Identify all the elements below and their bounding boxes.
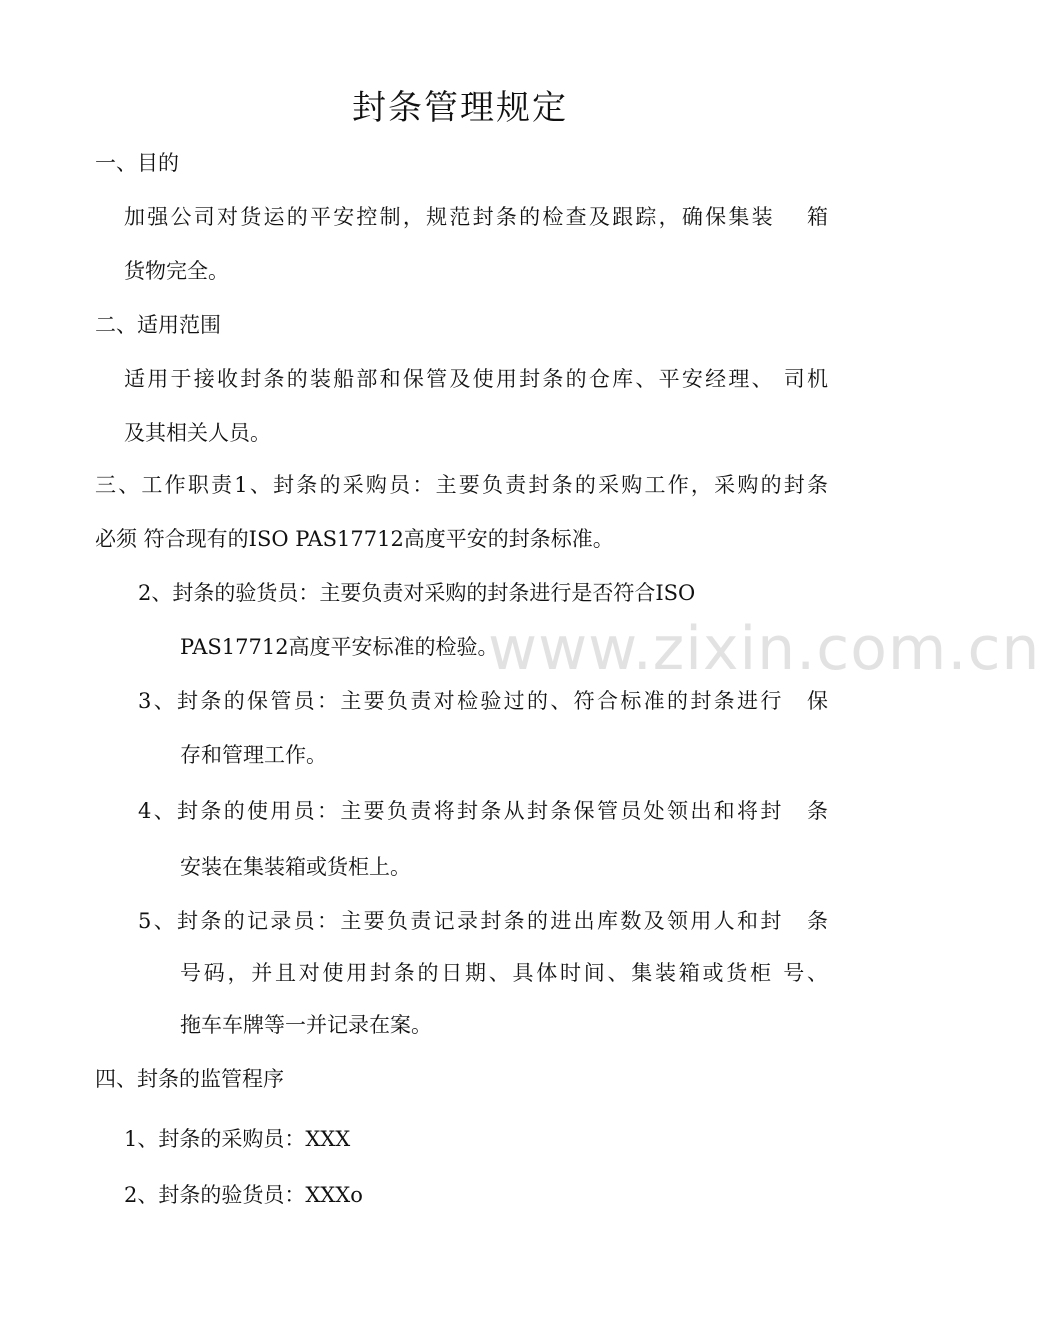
section-heading-procedure: 四、封条的监管程序 (95, 1067, 284, 1091)
paragraph-line: 及其相关人员。 (124, 421, 271, 445)
paragraph-line: 加强公司对货运的平安控制，规范封条的检查及跟踪，确保集装 箱 (124, 205, 828, 229)
list-item-continuation: PAS17712高度平安标准的检验。 (180, 635, 499, 659)
list-item: 2、封条的验货员：主要负责对采购的封条进行是否符合ISO (138, 581, 696, 605)
list-item-continuation: 号码，并且对使用封条的日期、具体时间、集装箱或货柜 号、 (180, 961, 828, 985)
document-title: 封条管理规定 (352, 88, 568, 128)
paragraph-line: 货物完全。 (124, 259, 229, 283)
paragraph-line: 适用于接收封条的装船部和保管及使用封条的仓库、平安经理、 司机 (124, 367, 828, 391)
paragraph-line: 必须 符合现有的ISO PAS17712高度平安的封条标准。 (95, 527, 614, 551)
list-item-continuation: 拖车车牌等一并记录在案。 (180, 1013, 432, 1037)
list-item: 3、封条的保管员：主要负责对检验过的、符合标准的封条进行 保 (138, 689, 828, 713)
list-item: 2、封条的验货员：XXXo (124, 1183, 363, 1207)
list-item-continuation: 安装在集装箱或货柜上。 (180, 855, 411, 879)
watermark: www.zixin.com.cn (488, 614, 1040, 684)
section-heading-scope: 二、适用范围 (95, 313, 221, 337)
section-heading-purpose: 一、目的 (95, 151, 179, 175)
list-item: 1、封条的采购员：XXX (124, 1127, 351, 1151)
section-heading-duties: 三、工作职责1、封条的采购员：主要负责封条的采购工作，采购的封条 (95, 473, 828, 497)
list-item: 4、封条的使用员：主要负责将封条从封条保管员处领出和将封 条 (138, 799, 828, 823)
list-item: 5、封条的记录员：主要负责记录封条的进出库数及领用人和封 条 (138, 909, 828, 933)
list-item-continuation: 存和管理工作。 (180, 743, 327, 767)
